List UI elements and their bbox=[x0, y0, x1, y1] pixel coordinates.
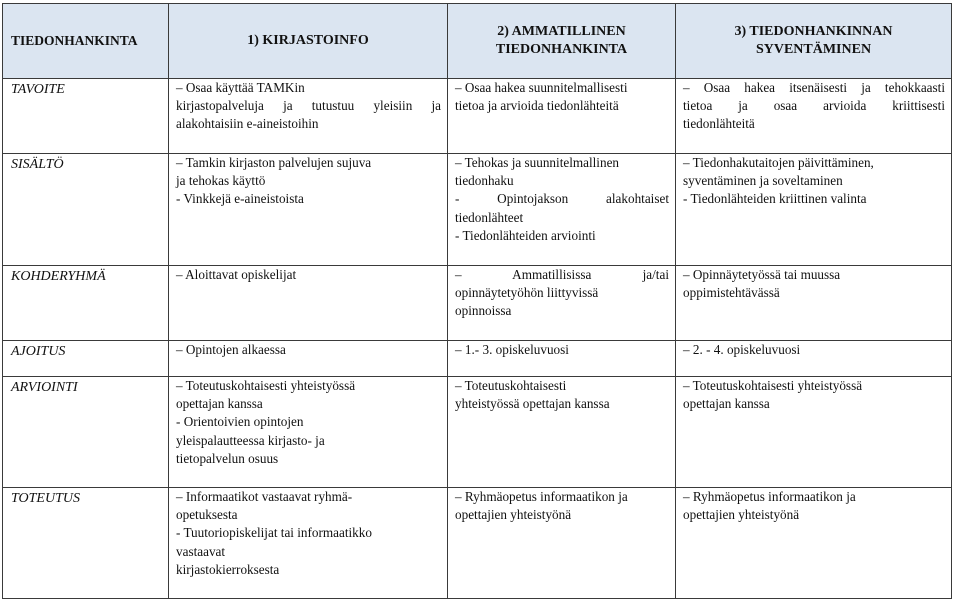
cell-line: – Tamkin kirjaston palvelujen sujuva bbox=[176, 155, 372, 170]
table-row bbox=[3, 154, 952, 266]
cell-line: – 1.- 3. opiskeluvuosi bbox=[455, 342, 569, 357]
cell-line: yhteistyössä opettajan kanssa bbox=[455, 396, 610, 412]
cell-line: – Osaa hakea suunnitelmallisesti bbox=[455, 80, 628, 95]
cell-line: – Toteutuskohtaisesti bbox=[455, 378, 567, 393]
table-cell-c3 bbox=[676, 488, 952, 599]
cell-line: – Opinnäytetyössä tai muussa bbox=[683, 267, 841, 282]
header-col-kirjastoinfo: 1) KIRJASTOINFO bbox=[169, 4, 448, 79]
cell-line: – Ammatillisissa ja/tai bbox=[455, 267, 669, 282]
table-cell-c2 bbox=[448, 341, 676, 377]
table-cell-c2 bbox=[448, 488, 676, 599]
table-cell-c2 bbox=[448, 377, 676, 488]
cell-line: opettajan kanssa bbox=[176, 396, 263, 412]
table-cell-c3 bbox=[676, 341, 952, 377]
cell-line: alakohtaisiin e-aineistoihin bbox=[176, 116, 319, 132]
cell-line: tiedonlähteet bbox=[455, 209, 524, 225]
header-col-tiedonhankinta: TIEDONHANKINTA bbox=[3, 4, 169, 79]
cell-line: – 2. - 4. opiskeluvuosi bbox=[683, 342, 801, 357]
table-cell-c2 bbox=[448, 154, 676, 266]
cell-line: – Toteutuskohtaisesti yhteistyössä bbox=[176, 378, 356, 393]
table-cell-c1 bbox=[169, 79, 448, 154]
table-row bbox=[3, 377, 952, 488]
table-row bbox=[3, 79, 952, 154]
row-label: TOTEUTUS bbox=[3, 488, 169, 599]
table-cell-c2 bbox=[448, 79, 676, 154]
row-label: TAVOITE bbox=[3, 79, 169, 154]
cell-line: – Informaatikot vastaavat ryhmä- bbox=[176, 489, 353, 504]
cell-line: opinnäytetyöhön liittyvissä bbox=[455, 285, 599, 301]
row-label: SISÄLTÖ bbox=[3, 154, 169, 266]
cell-line: - Vinkkejä e-aineistoista bbox=[176, 191, 304, 207]
cell-line: oppimistehtävässä bbox=[683, 285, 780, 301]
cell-line: – Tiedonhakutaitojen päivittäminen, bbox=[683, 155, 874, 170]
cell-line: tiedonlähteitä bbox=[683, 116, 755, 132]
cell-line: – Tehokas ja suunnitelmallinen bbox=[455, 155, 620, 170]
info-table bbox=[2, 3, 952, 599]
cell-line: – Ryhmäopetus informaatikon ja bbox=[683, 489, 856, 504]
cell-line: tietopalvelun osuus bbox=[176, 450, 279, 466]
table-cell-c1 bbox=[169, 488, 448, 599]
cell-line: - Tiedonlähteiden arviointi bbox=[455, 227, 596, 243]
cell-line: – Toteutuskohtaisesti yhteistyössä bbox=[683, 378, 863, 393]
cell-line: yleispalautteessa kirjasto- ja bbox=[176, 432, 325, 448]
header-row bbox=[3, 4, 952, 79]
table-row bbox=[3, 341, 952, 377]
table-row bbox=[3, 488, 952, 599]
table-cell-c3 bbox=[676, 266, 952, 341]
header-col-syventaminen: 3) TIEDONHANKINNAN SYVENTÄMINEN bbox=[676, 4, 952, 79]
header-col-ammatillinen: 2) AMMATILLINEN TIEDONHANKINTA bbox=[448, 4, 676, 79]
cell-line: tiedonhaku bbox=[455, 173, 514, 189]
cell-line: opettajien yhteistyönä bbox=[683, 507, 800, 523]
cell-line: – Osaa hakea itsenäisesti ja tehokkaasti bbox=[683, 80, 945, 95]
cell-line: kirjastopalveluja ja tutustuu yleisiin ja bbox=[176, 98, 441, 114]
table-cell-c1 bbox=[169, 341, 448, 377]
row-label: ARVIOINTI bbox=[3, 377, 169, 488]
cell-line: tietoa ja osaa arvioida kriittisesti bbox=[683, 98, 945, 114]
table-cell-c1 bbox=[169, 154, 448, 266]
cell-line: - Orientoivien opintojen bbox=[176, 414, 304, 430]
cell-line: - Opintojakson alakohtaiset bbox=[455, 191, 669, 207]
table-row bbox=[3, 266, 952, 341]
cell-line: – Osaa käyttää TAMKin bbox=[176, 80, 305, 95]
table-cell-c3 bbox=[676, 377, 952, 488]
table-cell-c3 bbox=[676, 79, 952, 154]
cell-line: syventäminen ja soveltaminen bbox=[683, 173, 843, 189]
cell-line: opettajan kanssa bbox=[683, 396, 770, 412]
row-label: AJOITUS bbox=[3, 341, 169, 377]
cell-line: - Tuutoriopiskelijat tai informaatikko bbox=[176, 525, 372, 541]
cell-line: – Opintojen alkaessa bbox=[176, 342, 286, 357]
cell-line: - Tiedonlähteiden kriittinen valinta bbox=[683, 191, 867, 207]
cell-line: – Aloittavat opiskelijat bbox=[176, 267, 297, 282]
cell-line: opettajien yhteistyönä bbox=[455, 507, 572, 523]
table-cell-c2 bbox=[448, 266, 676, 341]
table-cell-c3 bbox=[676, 154, 952, 266]
cell-line: opinnoissa bbox=[455, 303, 512, 319]
table-cell-c1 bbox=[169, 266, 448, 341]
row-label: KOHDERYHMÄ bbox=[3, 266, 169, 341]
table-cell-c1 bbox=[169, 377, 448, 488]
cell-line: vastaavat bbox=[176, 543, 226, 559]
cell-line: tietoa ja arvioida tiedonlähteitä bbox=[455, 98, 619, 114]
cell-line: – Ryhmäopetus informaatikon ja bbox=[455, 489, 628, 504]
cell-line: ja tehokas käyttö bbox=[176, 173, 266, 189]
cell-line: opetuksesta bbox=[176, 507, 238, 523]
cell-line: kirjastokierroksesta bbox=[176, 561, 280, 577]
